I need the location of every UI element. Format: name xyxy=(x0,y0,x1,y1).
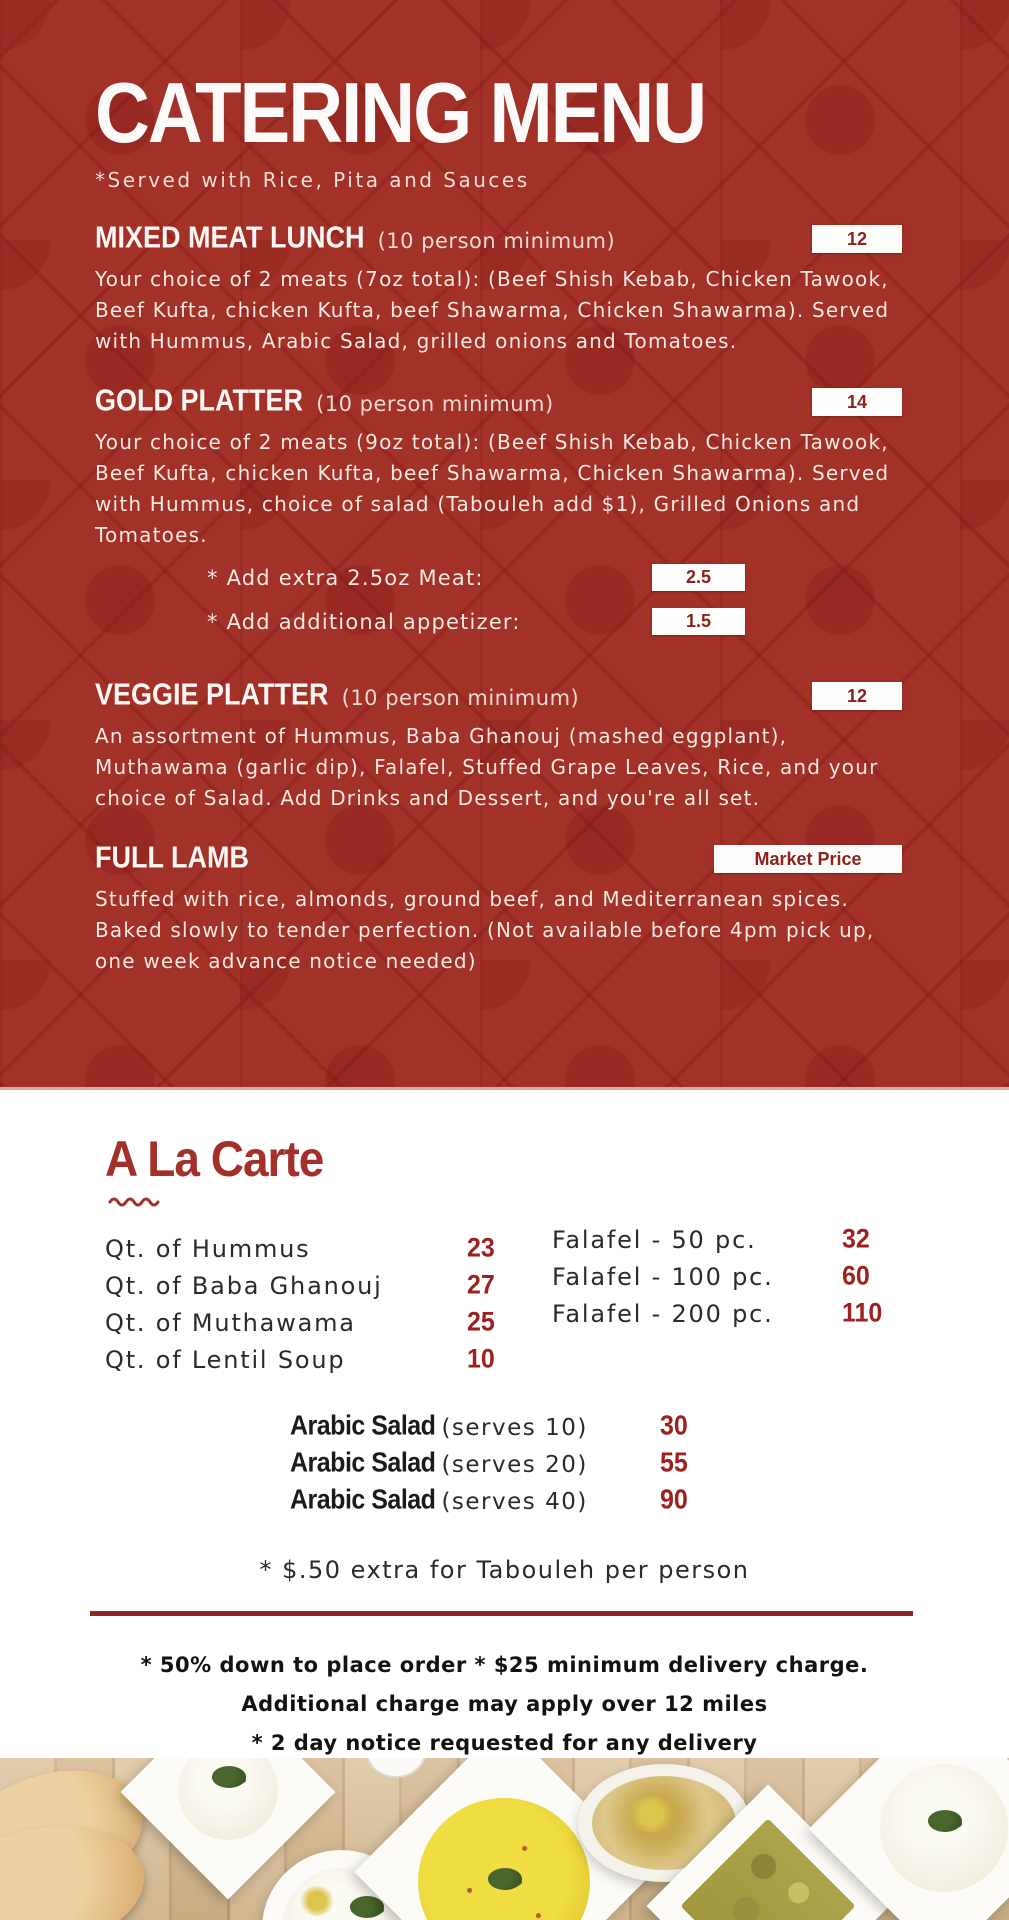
item-name: Falafel - 100 pc. xyxy=(552,1263,774,1291)
arabic-salad-list xyxy=(290,1410,1009,1524)
item-name: Qt. of Lentil Soup xyxy=(105,1346,346,1374)
list-item xyxy=(552,1297,912,1337)
parsley-garnish-photo xyxy=(212,1766,246,1788)
menu-item-description: Stuffed with rice, almonds, ground beef, and Mediterranean spices. Baked slowly to tender perfection. (Not available before 4pm pick up, one week advance notice needed) xyxy=(95,887,875,973)
list-item xyxy=(105,1232,552,1272)
item-price: 30 xyxy=(660,1410,688,1441)
footer-note: Additional charge may apply over 12 miles xyxy=(241,1692,768,1716)
list-item xyxy=(290,1447,810,1487)
addon-list xyxy=(207,563,909,651)
item-price: 90 xyxy=(660,1484,688,1515)
parsley-garnish-photo xyxy=(350,1896,384,1918)
menu-item-header xyxy=(95,383,909,421)
addon-label: * Add additional appetizer: xyxy=(207,610,521,634)
footer-note: * 2 day notice requested for any delivery xyxy=(251,1731,758,1755)
item-name: Arabic Salad xyxy=(290,1410,436,1441)
menu-item-description: Your choice of 2 meats (7oz total): (Beef Shish Kebab, Chicken Tawook, Beef Kufta, chicken Kufta, beef Shawarma, Chicken Shawarma). Served with Hummus, Arabic Salad, grilled onions and Tomatoes. xyxy=(95,267,890,353)
parsley-garnish-photo xyxy=(488,1868,522,1890)
a-la-carte-price-list xyxy=(105,1223,1009,1383)
price-badge: 14 xyxy=(812,388,902,416)
list-item xyxy=(290,1410,810,1450)
addon-row xyxy=(207,563,909,607)
addon-price-badge: 2.5 xyxy=(652,564,745,591)
menu-subtitle: *Served with Rice, Pita and Sauces xyxy=(95,168,530,192)
a-la-carte-section xyxy=(0,1090,1009,1763)
a-la-carte-left-column xyxy=(105,1232,552,1383)
item-price: 32 xyxy=(842,1223,870,1254)
menu-item-header xyxy=(95,840,909,878)
item-name: Arabic Salad xyxy=(290,1447,436,1478)
sauce-cup-photo xyxy=(365,1758,427,1778)
menu-item-qualifier: (10 person minimum) xyxy=(377,229,616,253)
item-price: 23 xyxy=(467,1232,495,1263)
page-title: CATERING MENU xyxy=(95,65,706,162)
food-photo-strip xyxy=(0,1758,1009,1920)
item-name: Falafel - 50 pc. xyxy=(552,1226,757,1254)
menu-item-name: FULL LAMB xyxy=(95,840,249,874)
price-badge: 12 xyxy=(812,682,902,710)
item-price: 55 xyxy=(660,1447,688,1478)
menu-item-description: An assortment of Hummus, Baba Ghanouj (mashed eggplant), Muthawama (garlic dip), Falafel, Stuffed Grape Leaves, Rice, and your choice of Salad. Add Drinks and Dessert, and you're all set. xyxy=(95,724,879,810)
olive-oil-spot-photo xyxy=(300,1886,334,1916)
menu-item-name: GOLD PLATTER xyxy=(95,383,303,417)
item-name: Qt. of Hummus xyxy=(105,1235,311,1263)
item-price: 10 xyxy=(467,1343,495,1374)
price-badge: Market Price xyxy=(714,845,902,873)
list-item xyxy=(290,1484,810,1524)
item-name: Qt. of Baba Ghanouj xyxy=(105,1272,383,1300)
item-price: 27 xyxy=(467,1269,495,1300)
menu-item-name: MIXED MEAT LUNCH xyxy=(95,220,365,254)
item-price: 25 xyxy=(467,1306,495,1337)
item-qualifier: (serves 40) xyxy=(441,1489,588,1515)
menu-item-list xyxy=(95,220,909,977)
menu-item-qualifier: (10 person minimum) xyxy=(341,686,580,710)
tabouleh-note: * $.50 extra for Tabouleh per person xyxy=(259,1556,750,1584)
menu-item-full-lamb xyxy=(95,840,909,977)
list-item xyxy=(105,1269,552,1309)
item-price: 110 xyxy=(842,1297,883,1328)
menu-item-mixed-meat-lunch xyxy=(95,220,909,357)
menu-item-qualifier: (10 person minimum) xyxy=(316,392,554,416)
parsley-garnish-photo xyxy=(928,1810,962,1832)
menu-item-gold-platter xyxy=(95,383,909,651)
price-badge: 12 xyxy=(812,225,902,253)
addon-row xyxy=(207,607,909,651)
menu-item-name: VEGGIE PLATTER xyxy=(95,677,329,711)
menu-item-veggie-platter xyxy=(95,677,909,814)
squiggle-underline-icon xyxy=(108,1194,164,1207)
olive-oil-spot-photo xyxy=(628,1796,674,1832)
list-item xyxy=(552,1223,912,1263)
item-name: Arabic Salad xyxy=(290,1484,436,1515)
list-item xyxy=(552,1260,912,1300)
footer-notes xyxy=(0,1646,1009,1763)
item-qualifier: (serves 10) xyxy=(441,1415,588,1441)
item-name: Qt. of Muthawama xyxy=(105,1309,356,1337)
item-name: Falafel - 200 pc. xyxy=(552,1300,774,1328)
menu-item-description: Your choice of 2 meats (9oz total): (Beef Shish Kebab, Chicken Tawook, Beef Kufta, chicken Kufta, beef Shawarma, Chicken Shawarma). Served with Hummus, choice of salad (Tabouleh add $1), Grilled Onions and Tomatoes. xyxy=(95,430,890,547)
a-la-carte-right-column xyxy=(552,1223,912,1374)
item-qualifier: (serves 20) xyxy=(441,1452,588,1478)
item-price: 60 xyxy=(842,1260,870,1291)
addon-price-badge: 1.5 xyxy=(652,608,745,635)
section-divider xyxy=(90,1611,913,1616)
list-item xyxy=(105,1306,552,1346)
a-la-carte-heading: A La Carte xyxy=(105,1130,324,1187)
addon-label: * Add extra 2.5oz Meat: xyxy=(207,566,484,590)
menu-item-header xyxy=(95,677,909,715)
list-item xyxy=(105,1343,552,1383)
footer-note: * 50% down to place order * $25 minimum delivery charge. xyxy=(140,1653,869,1677)
menu-item-header xyxy=(95,220,909,258)
